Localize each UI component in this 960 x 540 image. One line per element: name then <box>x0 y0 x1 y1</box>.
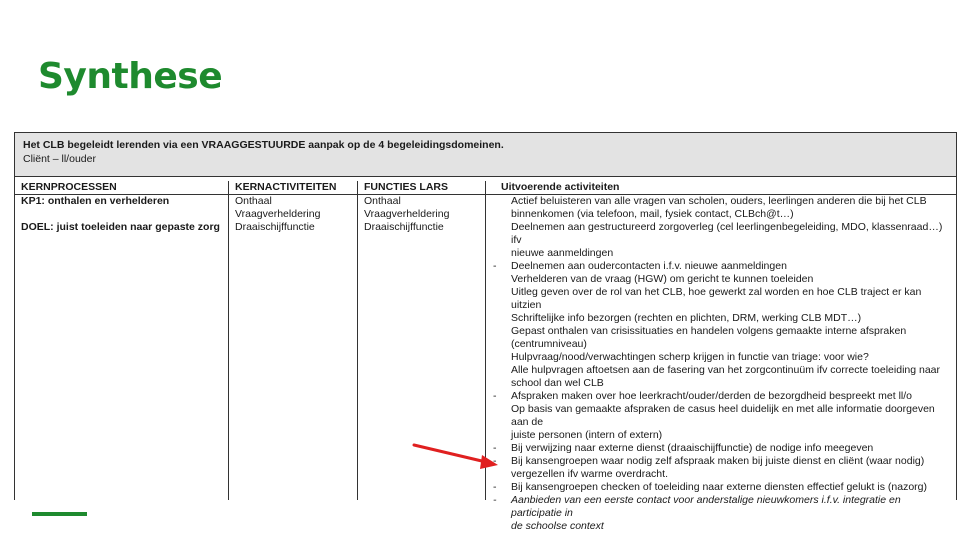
doel-label: DOEL: juist toeleiden naar gepaste zorg <box>21 221 220 233</box>
list-item: - Bij kansengroepen checken of toeleiding naar externe diensten effectief gelukt is (nazorg) <box>501 481 950 494</box>
list-item: Hulpvraag/nood/verwachtingen scherp krijgen in functie van triage: voor wie? <box>511 351 869 363</box>
kp1-label: KP1: onthalen en verhelderen <box>21 195 170 207</box>
header-line-2: Cliënt – ll/ouder <box>23 153 96 165</box>
list-item: Draaischijffunctie <box>364 221 444 233</box>
list-item: Uitleg geven over de rol van het CLB, hoe gewerkt zal worden en hoe CLB traject er kan uitzien <box>511 286 922 311</box>
list-item: juiste personen (intern of extern) <box>511 429 663 441</box>
column-kernprocessen <box>15 181 229 500</box>
list-item: Schriftelijke info bezorgen (rechten en plichten, DRM, werking CLB MDT…) <box>511 312 862 324</box>
column-heading: KERNPROCESSEN <box>15 181 228 195</box>
list-item: vergezellen ifv warme overdracht. <box>511 468 668 480</box>
list-item: (centrumniveau) <box>511 338 587 350</box>
list-item: Verhelderen van de vraag (HGW) om gericht te kunnen toeleiden <box>511 273 814 285</box>
list-item: - Bij kansengroepen waar nodig zelf afspraak maken bij juiste dienst en cliënt (waar nodig) <box>501 455 950 468</box>
column-kernactiviteiten <box>229 181 358 500</box>
slide-title: Synthese <box>38 56 223 97</box>
list-item: binnenkomen (via telefoon, mail, fysiek contact, CLBch@t…) <box>511 208 794 220</box>
list-item: - Bij verwijzing naar externe dienst (draaischijffunctie) de nodige info meegeven <box>501 442 950 455</box>
list-item: nieuwe aanmeldingen <box>511 247 614 259</box>
list-item: Onthaal <box>235 195 272 207</box>
list-item: Vraagverheldering <box>364 208 450 220</box>
list-item: Onthaal <box>364 195 401 207</box>
footer-accent-bar <box>32 512 87 516</box>
column-heading: Uitvoerende activiteiten <box>486 181 956 195</box>
list-item: - Aanbieden van een eerste contact voor anderstalige nieuwkomers i.f.v. integratie en participatie in <box>501 494 950 520</box>
list-item: school dan wel CLB <box>511 377 604 389</box>
list-item: Vraagverheldering <box>235 208 321 220</box>
list-item: Gepast onthalen van crisissituaties en handelen volgens gemaakte interne afspraken <box>511 325 907 337</box>
column-uitvoerende-activiteiten <box>486 181 956 532</box>
list-item: Draaischijffunctie <box>235 221 315 233</box>
column-heading: KERNACTIVITEITEN <box>229 181 357 195</box>
list-item: Alle hulpvragen aftoetsen aan de fasering van het zorgcontinuüm ifv correcte toeleiding naar <box>511 364 941 376</box>
list-item: de schoolse context <box>511 520 604 532</box>
list-item: - Afspraken maken over hoe leerkracht/ouder/derden de bezorgdheid bespreekt met ll/o <box>501 390 950 403</box>
list-item: - Deelnemen aan oudercontacten i.f.v. nieuwe aanmeldingen <box>501 260 950 273</box>
list-item: Op basis van gemaakte afspraken de casus heel duidelijk en met alle informatie doorgeven aan de <box>511 403 935 428</box>
list-item: Actief beluisteren van alle vragen van scholen, ouders, leerlingen anderen die bij het CLB <box>511 195 927 207</box>
column-heading: FUNCTIES LARS <box>358 181 485 195</box>
document-header <box>15 133 956 177</box>
list-item: Deelnemen aan gestructureerd zorgoverleg (cel leerlingenbegeleiding, MDO, klassenraad…) ifv <box>511 221 943 246</box>
header-line-1: Het CLB begeleidt lerenden via een VRAAGGESTUURDE aanpak op de 4 begeleidingsdomeinen. <box>23 139 504 151</box>
activities-list <box>501 195 950 533</box>
red-arrow-icon <box>412 443 502 473</box>
